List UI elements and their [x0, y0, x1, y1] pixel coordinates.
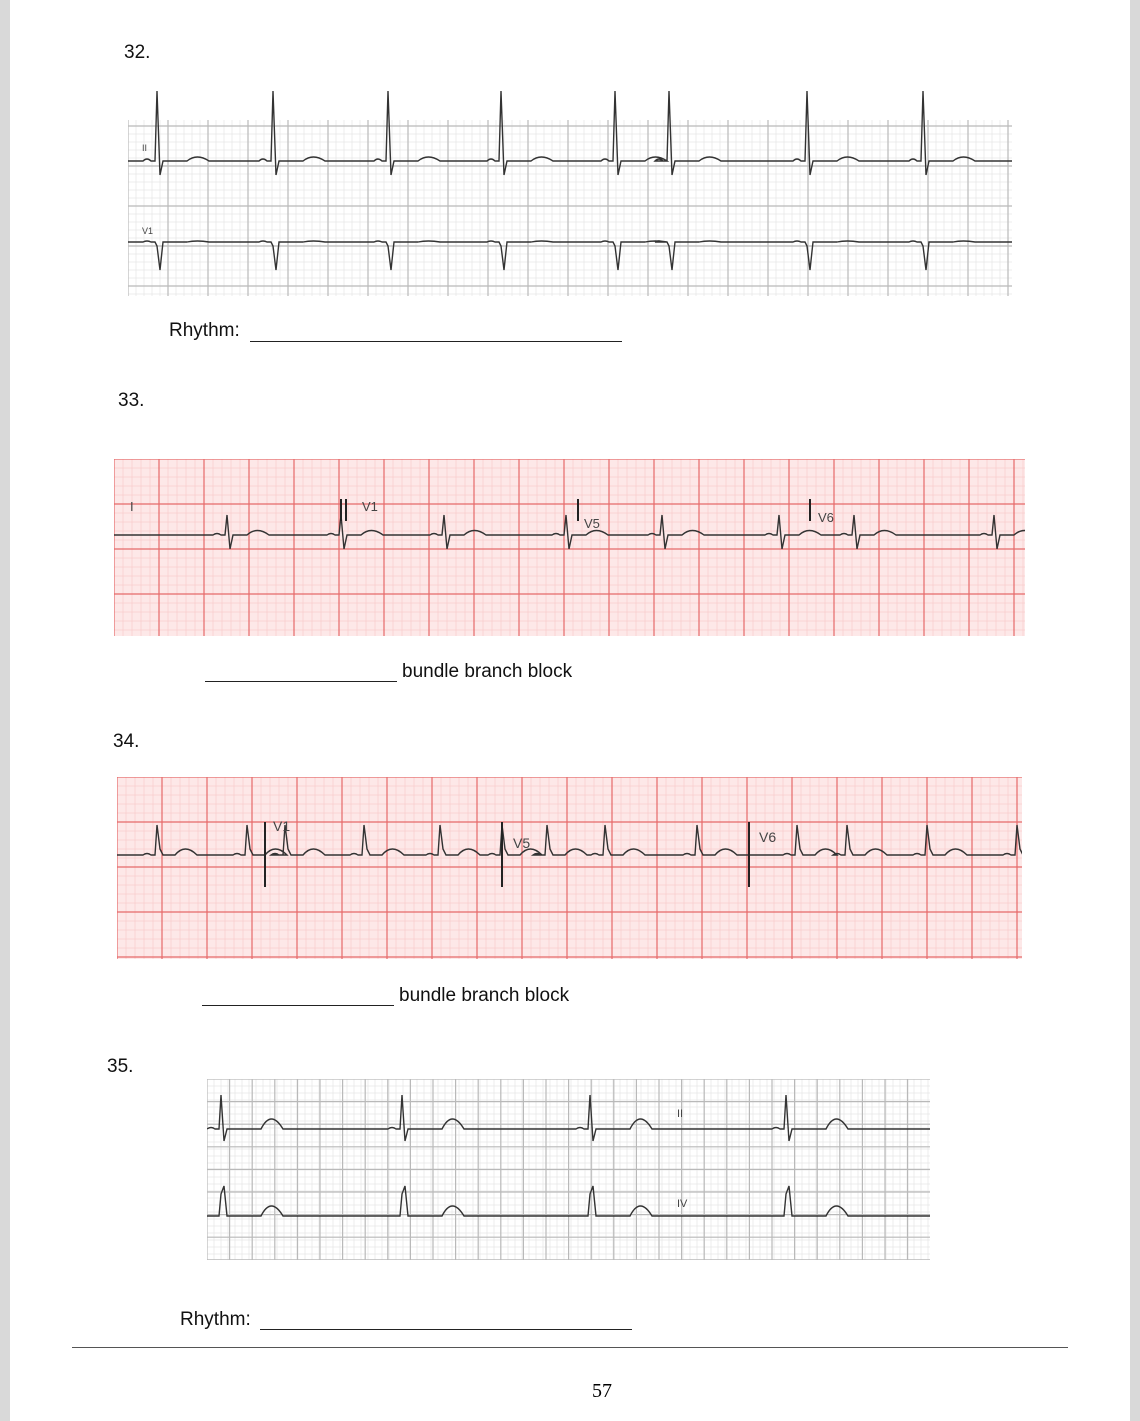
question-number: 35.	[107, 1056, 134, 1077]
question-number: 32.	[124, 42, 151, 63]
footer-rule	[72, 1347, 1068, 1348]
ecg-strip-34	[117, 777, 1022, 959]
rhythm-label: Rhythm:	[180, 1309, 251, 1330]
lead-label: V5	[513, 835, 531, 851]
bbb-label: bundle branch block	[402, 661, 573, 682]
lead-label: V1	[273, 818, 291, 834]
answer-blank[interactable]	[260, 1329, 632, 1330]
lead-label: V6	[818, 510, 834, 525]
answer-blank[interactable]	[202, 1005, 394, 1006]
lead-label: II	[142, 143, 148, 153]
page-number: 57	[592, 1380, 612, 1402]
lead-label: I	[130, 499, 134, 514]
rhythm-label: Rhythm:	[169, 320, 240, 341]
lead-label: IV	[677, 1198, 688, 1210]
ecg-strip-33	[114, 459, 1025, 636]
answer-blank[interactable]	[250, 341, 622, 342]
lead-label: V5	[584, 516, 600, 531]
ecg-strip-32	[128, 86, 1012, 296]
lead-label: V1	[142, 226, 154, 236]
ecg-strip-35	[207, 1079, 930, 1260]
strip-header	[128, 86, 1012, 120]
answer-blank[interactable]	[205, 681, 397, 682]
bbb-label: bundle branch block	[399, 985, 570, 1006]
worksheet-page	[10, 0, 1130, 1421]
question-number: 33.	[118, 390, 145, 411]
grid-background	[117, 777, 1022, 959]
lead-label: V6	[759, 829, 777, 845]
question-number: 34.	[113, 731, 140, 752]
lead-label: II	[677, 1108, 684, 1120]
lead-label: V1	[362, 499, 378, 514]
